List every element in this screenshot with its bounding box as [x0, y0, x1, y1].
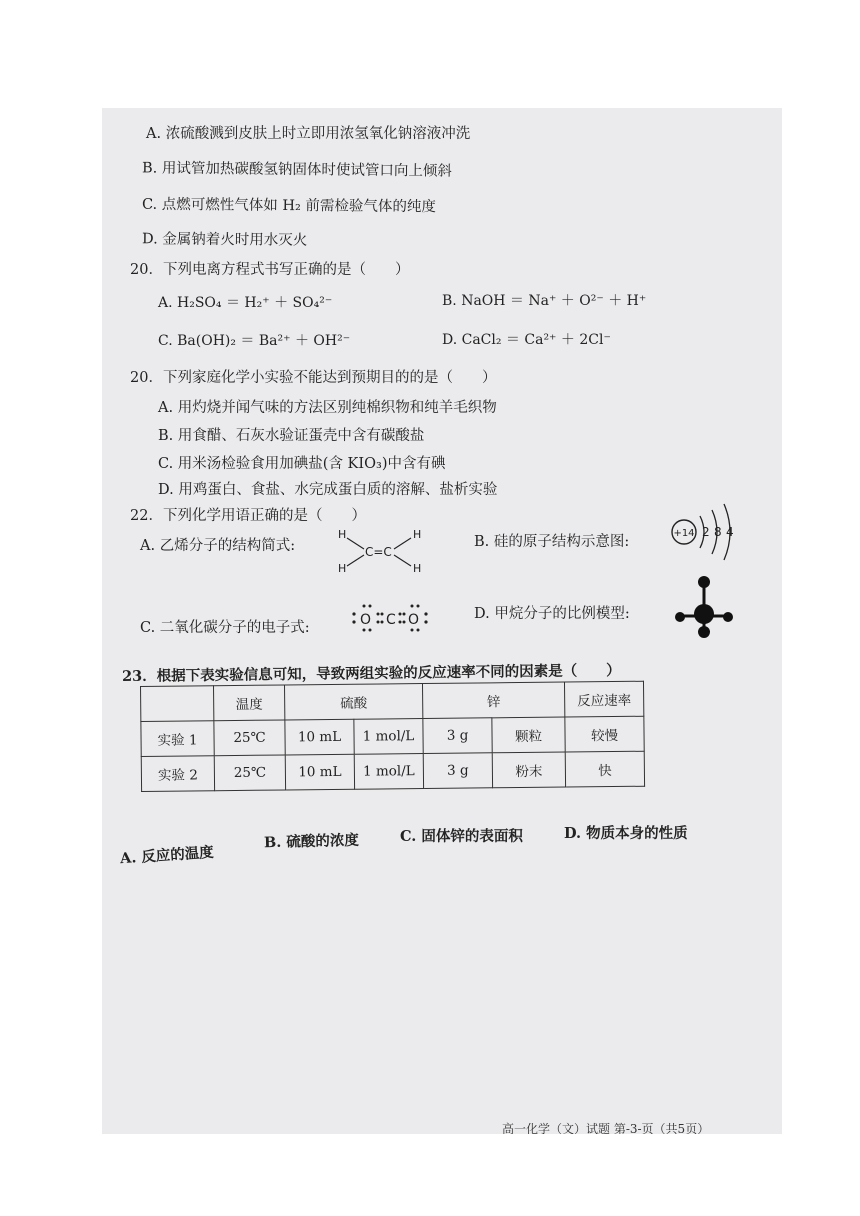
q19-option-b: B. 用试管加热碳酸氢钠固体时使试管口向上倾斜 — [141, 160, 452, 180]
q19-option-d: D. 金属钠着火时用水灭火 — [141, 231, 308, 249]
co2-electron-formula — [350, 598, 434, 638]
table-cell: 10 mL — [285, 754, 354, 790]
table-cell: 25℃ — [214, 755, 285, 791]
table-header-cell: 反应速率 — [564, 681, 643, 717]
q20a-option-d: D. CaCl₂ ＝ Ca²⁺ ＋ 2Cl⁻ — [442, 332, 611, 348]
table-cell: 3 g — [423, 753, 492, 789]
ethylene-structure-diagram — [334, 526, 434, 576]
q22-option-a: A. 乙烯分子的结构简式: — [140, 538, 296, 554]
table-header-cell: 温度 — [214, 685, 285, 721]
silicon-shell-1: 2 — [702, 525, 710, 539]
table-cell: 实验 2 — [141, 756, 214, 792]
table-cell: 1 mol/L — [354, 754, 423, 790]
table-cell: 10 mL — [285, 719, 354, 755]
silicon-shell-2: 8 — [714, 525, 722, 539]
methane-model-diagram — [674, 574, 734, 644]
ethylene-h-top-left: H — [338, 528, 347, 541]
co2-atom-o-left: O — [360, 612, 372, 628]
q20b-option-c: C. 用米汤检验食用加碘盐(含 KIO₃)中含有碘 — [158, 456, 446, 472]
q20a-stem: 20．下列电离方程式书写正确的是（ ） — [130, 262, 410, 278]
table-row — [141, 716, 644, 756]
co2-atom-c: C — [386, 612, 396, 628]
page-footer: 高一化学（文）试题 第-3-页（共5页） — [502, 1122, 710, 1134]
table-cell: 3 g — [423, 718, 492, 754]
q23-option-b: B. 硫酸的浓度 — [263, 831, 360, 852]
q23-stem: 23．根据下表实验信息可知，导致两组实验的反应速率不同的因素是（ ） — [121, 661, 621, 686]
table-cell: 较慢 — [565, 716, 644, 752]
q23-option-d: D. 物质本身的性质 — [564, 825, 688, 842]
silicon-nucleus-charge: +14 — [673, 528, 695, 539]
ethylene-bond: C=C — [365, 545, 392, 559]
table-cell: 实验 1 — [141, 721, 214, 757]
q20a-option-b: B. NaOH ＝ Na⁺ ＋ O²⁻ ＋ H⁺ — [442, 293, 647, 309]
table-cell: 1 mol/L — [354, 719, 423, 755]
q20b-stem: 20．下列家庭化学小实验不能达到预期目的的是（ ） — [130, 370, 497, 386]
table-row — [141, 751, 644, 791]
q20b-option-a: A. 用灼烧并闻气味的方法区别纯棉织物和纯羊毛织物 — [158, 400, 497, 416]
co2-atom-o-right: O — [408, 612, 420, 628]
q22-option-b: B. 硅的原子结构示意图: — [474, 534, 630, 550]
q23-option-a: A. 反应的温度 — [119, 843, 215, 868]
table-header-row — [141, 681, 644, 721]
ethylene-h-bottom-left: H — [338, 562, 347, 575]
table-cell: 颗粒 — [492, 717, 565, 753]
q19-option-a: A. 浓硫酸溅到皮肤上时立即用浓氢氧化钠溶液冲洗 — [146, 126, 471, 142]
q22-stem: 22．下列化学用语正确的是（ ） — [130, 508, 366, 524]
table-cell: 粉末 — [492, 752, 565, 788]
q19-option-c: C. 点燃可燃性气体如 H₂ 前需检验气体的纯度 — [141, 196, 437, 216]
q20a-option-c: C. Ba(OH)₂ ＝ Ba²⁺ ＋ OH²⁻ — [158, 333, 351, 349]
table-cell: 25℃ — [214, 720, 285, 756]
table-header-cell: 锌 — [422, 682, 564, 718]
exam-page — [102, 108, 782, 1134]
table-header-cell: 硫酸 — [284, 684, 422, 720]
silicon-atom-diagram — [668, 496, 748, 568]
q23-option-c: C. 固体锌的表面积 — [400, 828, 523, 845]
ethylene-h-bottom-right: H — [413, 562, 422, 575]
silicon-shell-3: 4 — [726, 525, 734, 539]
q22-option-d: D. 甲烷分子的比例模型: — [474, 606, 630, 622]
ethylene-h-top-right: H — [413, 528, 422, 541]
table-cell: 快 — [565, 751, 644, 787]
q22-option-c: C. 二氧化碳分子的电子式: — [140, 620, 310, 636]
table-header-cell — [141, 686, 214, 722]
experiment-table — [140, 681, 645, 792]
q20a-option-a: A. H₂SO₄ ＝ H₂⁺ ＋ SO₄²⁻ — [158, 295, 333, 311]
q20b-option-b: B. 用食醋、石灰水验证蛋壳中含有碳酸盐 — [158, 428, 425, 444]
q20b-option-d: D. 用鸡蛋白、食盐、水完成蛋白质的溶解、盐析实验 — [158, 482, 498, 498]
